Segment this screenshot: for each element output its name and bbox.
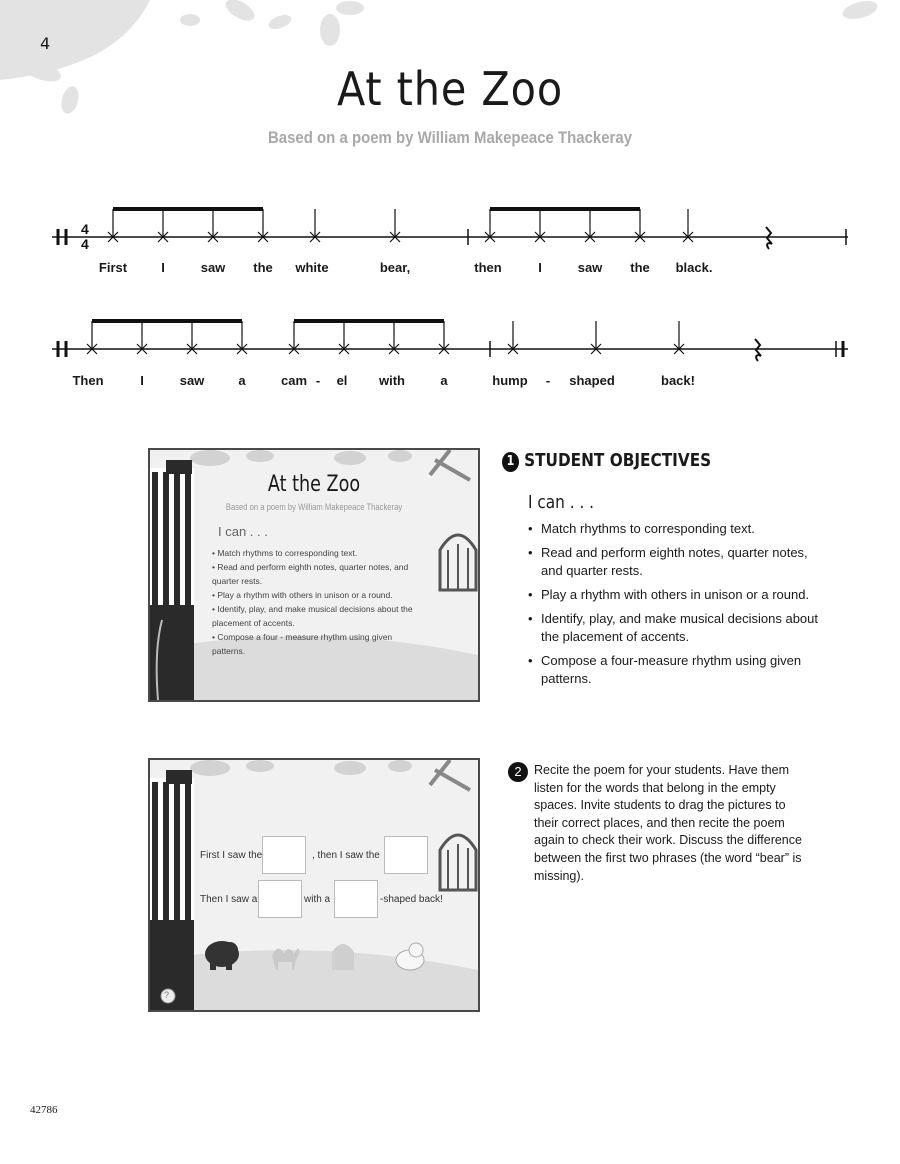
- lyric-word: white: [295, 260, 329, 275]
- zoo-scene-illustration: [150, 760, 478, 1010]
- bear-picture-icon[interactable]: [202, 934, 242, 970]
- lyric-word: the: [253, 260, 273, 275]
- camel-picture-icon[interactable]: [268, 938, 302, 972]
- lyric-word: bear,: [379, 260, 411, 275]
- lyric-word: a: [440, 373, 448, 388]
- lyric-word: the: [630, 260, 650, 275]
- svg-text:4: 4: [81, 236, 89, 252]
- product-code: 42786: [30, 1104, 58, 1116]
- drag-activity-slide-screenshot: [148, 758, 480, 1012]
- page-number: 4: [40, 34, 51, 53]
- objective-item: • Read and perform eighth notes, quarter notes, and quarter rests.: [528, 544, 828, 580]
- drop-target[interactable]: [258, 880, 302, 918]
- drop-target[interactable]: [384, 836, 428, 874]
- hump-picture-icon[interactable]: [330, 940, 356, 970]
- lyric-word: with: [379, 373, 405, 388]
- lyric-word: saw: [200, 260, 226, 275]
- lyric-word: I: [161, 260, 165, 275]
- poem-line-1-middle: , then I saw the: [312, 850, 380, 861]
- lyric-word: then: [474, 260, 502, 275]
- lyric-word: I: [140, 373, 144, 388]
- objective-item: • Compose a four-measure rhythm using given patterns.: [528, 652, 828, 688]
- lyric-word: black.: [675, 260, 713, 275]
- objective-item: • Play a rhythm with others in unison or a round.: [528, 586, 828, 604]
- lyric-word: saw: [577, 260, 603, 275]
- drop-target[interactable]: [334, 880, 378, 918]
- step-2-instructions: [508, 762, 808, 885]
- step-2-text: Recite the poem for your students. Have them listen for the words that belong in the empty spaces. Invite students to drag the pictures to their correct places, and then recite the poem again to check their work. Discuss the difference between the first two phrases (the word “bear” is missing).: [534, 763, 802, 883]
- slide-objective-item: • Identify, play, and make musical decisions about the placement of accents.: [212, 602, 422, 630]
- objective-item: • Identify, play, and make musical decisions about the placement of accents.: [528, 610, 828, 646]
- poem-line-2-end: -shaped back!: [380, 894, 443, 905]
- poem-line-1-start: First I saw the: [200, 850, 263, 861]
- lyric-word: saw: [179, 373, 205, 388]
- lyric-word: shaped: [569, 373, 615, 388]
- slide-objective-list: [212, 546, 422, 658]
- slide-objective-item: • Read and perform eighth notes, quarter notes, and quarter rests.: [212, 560, 422, 588]
- lyric-word: a: [238, 373, 246, 388]
- lyric-word: -: [545, 373, 551, 388]
- slide-objective-item: • Play a rhythm with others in unison or a round.: [212, 588, 422, 602]
- drop-target[interactable]: [262, 836, 306, 874]
- help-button[interactable]: ?: [164, 990, 170, 1000]
- lyric-word: First: [98, 260, 128, 275]
- poem-line-2-middle: with a: [304, 894, 331, 905]
- step-number-1: 1: [502, 452, 519, 472]
- lyric-word: -: [315, 373, 321, 388]
- lyric-word: back!: [661, 373, 695, 388]
- student-objectives-heading: [502, 450, 711, 472]
- slide-title: At the Zoo: [267, 472, 361, 497]
- page-title: At the Zoo: [336, 62, 564, 116]
- slide-objective-item: • Match rhythms to corresponding text.: [212, 546, 422, 560]
- page-subtitle: Based on a poem by William Makepeace Thackeray: [267, 128, 633, 147]
- poem-line-2-start: Then I saw a: [200, 894, 258, 905]
- slide-ican-label: I can . . .: [218, 524, 268, 539]
- lyric-word: I: [538, 260, 542, 275]
- objectives-list: [528, 520, 828, 694]
- step-number-2: 2: [508, 762, 528, 782]
- slide-objective-item: • Compose a four - measure rhythm using given patterns.: [212, 630, 422, 658]
- student-objectives-title: STUDENT OBJECTIVES: [524, 450, 712, 471]
- svg-text:4: 4: [81, 221, 89, 237]
- lyric-word: cam: [280, 373, 308, 388]
- lyric-word: Then: [72, 373, 104, 388]
- objectives-slide-screenshot: [148, 448, 480, 702]
- lyric-word: el: [336, 373, 348, 388]
- lyric-word: hump: [492, 373, 528, 388]
- rhythm-notation: [0, 0, 900, 420]
- objective-item: • Match rhythms to corresponding text.: [528, 520, 828, 538]
- slide-subtitle: Based on a poem by William Makepeace Thackeray: [225, 502, 403, 512]
- white-bear-picture-icon[interactable]: [394, 938, 428, 972]
- ican-label: I can . . .: [528, 492, 595, 513]
